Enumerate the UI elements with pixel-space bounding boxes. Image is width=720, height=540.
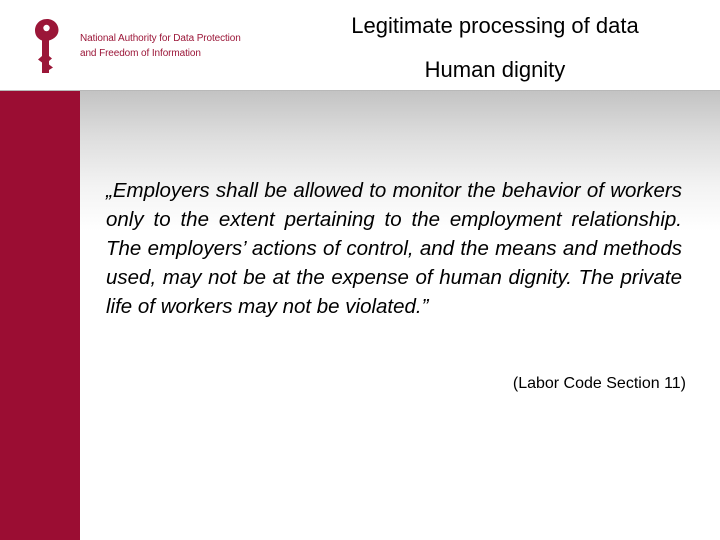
logo-wordmark [80,31,241,61]
quote-text: „Employers shall be allowed to monitor the behavior of workers only to the extent pertaining to the employment relationship. The employers’ actions of control, and the means and methods used, may not be at the expense of human dignity. The private life of workers may not be violated.” [106,179,682,318]
citation: (Labor Code Section 11) [512,375,686,392]
logo-text-line2: and Freedom of Information [80,48,201,59]
accent-sidebar [0,91,80,540]
key-icon [32,18,62,74]
header [0,0,720,90]
slide-title: Legitimate processing of data [351,13,639,38]
slide-subtitle: Human dignity [424,57,566,82]
authority-logo [28,16,258,76]
logo-text-line1: National Authority for Data Protection [80,33,241,44]
